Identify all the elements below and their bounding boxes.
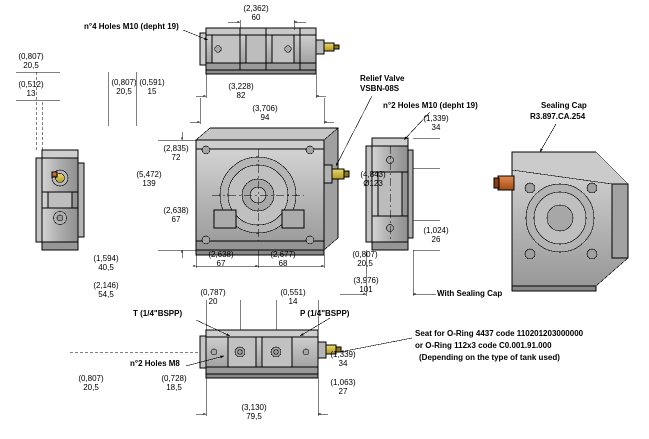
dimension-1063: (1,063) 27	[330, 378, 356, 396]
dimension-3976: (3,976) 101	[353, 276, 379, 294]
dimension-0728: (0,728) 18,5	[161, 374, 187, 392]
note-port-t: T (1/4"BSPP)	[133, 309, 183, 318]
note-with-sealing-cap: With Sealing Cap	[437, 289, 503, 298]
dimension-0591: (0,591) 15	[139, 78, 165, 96]
dimension-4843: (4,843) Ø123	[360, 170, 386, 188]
note-port-p: P (1/4"BSPP)	[300, 309, 350, 318]
dimension-3228: (3,228) 82	[228, 82, 254, 100]
dimension-2146: (2,146) 54,5	[93, 281, 119, 299]
dimension-2677: (2,677) 68	[270, 250, 296, 268]
dimension-0787: (0,787) 20	[200, 288, 226, 306]
top-view-geometry	[200, 28, 339, 74]
note-sealing-cap: Sealing Cap	[541, 101, 587, 110]
dimension-3130: (3,130) 79,5	[241, 403, 267, 421]
dimension-3706: (3,706) 94	[252, 104, 278, 122]
dimension-0807-bottom: (0,807) 20,5	[78, 374, 104, 392]
dimension-1339-right: (1,339) 34	[423, 114, 449, 132]
note-holes-m8: n°2 Holes M8	[130, 359, 180, 368]
dimension-0807-right: (0,807) 20,5	[352, 250, 378, 268]
note-holes-m10-19: n°4 Holes M10 (depht 19)	[84, 22, 179, 31]
note-oring-line3: (Depending on the type of tank used)	[419, 353, 560, 362]
note-relief-valve: Relief Valve	[360, 74, 405, 83]
dimension-0807-top: (0,807) 20,5	[18, 52, 44, 70]
note-holes-m10-19-b: n°2 Holes M10 (depht 19)	[383, 101, 478, 110]
right-side-view-geometry	[366, 138, 413, 250]
note-oring-line1: Seat for O-Ring 4437 code 110201203000000	[415, 329, 584, 338]
front-view-geometry	[196, 128, 349, 255]
dimension-2638-horiz: (2,638) 67	[208, 250, 234, 268]
dimension-1594: (1,594) 40,5	[93, 254, 119, 272]
dimension-2638-vert: (2,638) 67	[163, 206, 189, 224]
dimension-2362: (2,362) 60	[243, 4, 269, 22]
bottom-view-geometry	[200, 330, 341, 378]
dimension-0512: (0,512) 13	[18, 80, 44, 98]
left-side-view-geometry	[36, 150, 84, 250]
sealing-cap-view-geometry	[494, 152, 628, 291]
dimension-1024: (1,024) 26	[423, 226, 449, 244]
note-oring-line2: or O-Ring 112x3 code C0.001.91.000	[415, 341, 552, 350]
dimension-0551: (0,551) 14	[280, 288, 306, 306]
dimension-1339-bottom: (1,339) 34	[330, 350, 356, 368]
note-sealing-cap-code: R3.897.CA.254	[530, 112, 586, 121]
dimension-2835: (2,835) 72	[163, 144, 189, 162]
note-relief-valve-model: VSBN-08S	[360, 84, 400, 93]
dimension-5472: (5,472) 139	[136, 170, 162, 188]
dimension-0807-vert: (0,807) 20,5	[111, 78, 137, 96]
